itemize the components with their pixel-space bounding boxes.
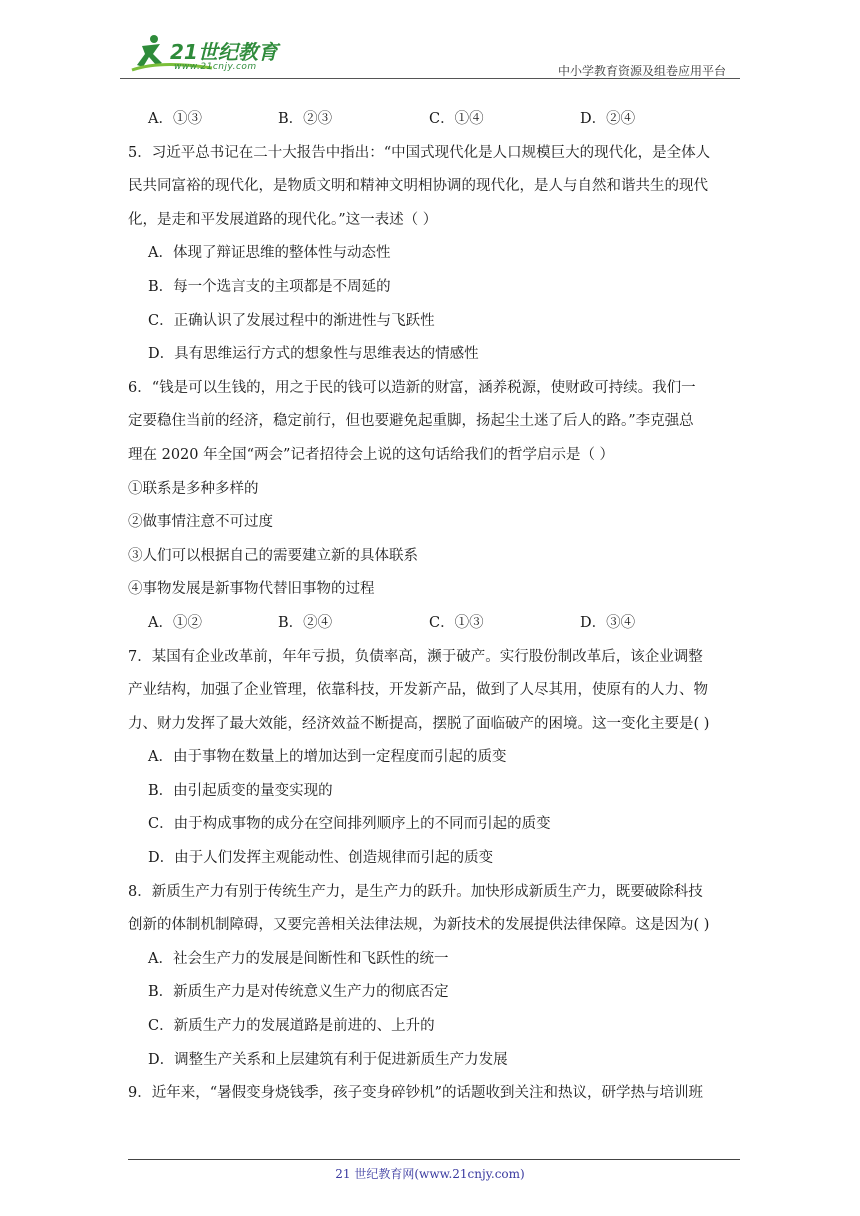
- header-divider: [120, 78, 740, 79]
- option-d: D．③④: [580, 614, 636, 631]
- q5-stem-line: 5．习近平总书记在二十大报告中指出：“中国式现代化是人口规模巨大的现代化，是全体人: [128, 144, 711, 161]
- q5-stem-line: 化，是走和平发展道路的现代化。”这一表述（ ）: [128, 211, 438, 228]
- q9-stem-line: 9．近年来，“暑假变身烧钱季，孩子变身碎钞机”的话题收到关注和热议，研学热与培训班: [128, 1085, 704, 1102]
- logo: [120, 30, 290, 78]
- q5-stem-line: 民共同富裕的现代化，是物质文明和精神文明相协调的现代化，是人与自然和谐共生的现代: [128, 178, 708, 195]
- q6-item-4: ④事物发展是新事物代替旧事物的过程: [128, 581, 375, 598]
- q8-option-c: C．新质生产力的发展道路是前进的、上升的: [148, 1018, 435, 1035]
- q5-option-a: A．体现了辩证思维的整体性与动态性: [148, 245, 391, 262]
- q7-option-a: A．由于事物在数量上的增加达到一定程度而引起的质变: [148, 749, 507, 766]
- option-b: B．②③: [278, 111, 333, 127]
- q8-option-b: B．新质生产力是对传统意义生产力的彻底否定: [148, 984, 449, 1001]
- q7-stem-line: 力、财力发挥了最大效能，经济效益不断提高，摆脱了面临破产的困境。这一变化主要是( ): [128, 715, 710, 732]
- q6-stem-line: 6．“钱是可以生钱的，用之于民的钱可以造新的财富，涵养税源，使财政可持续。我们一: [128, 379, 696, 396]
- q8-stem-line: 创新的体制机制障碍，又要完善相关法律法规，为新技术的发展提供法律保障。这是因为( ): [128, 917, 710, 934]
- q8-stem-line: 8．新质生产力有别于传统生产力，是生产力的跃升。加快形成新质生产力，既要破除科技: [128, 883, 703, 900]
- q7-stem-line: 7．某国有企业改革前，年年亏损，负债率高，濒于破产。实行股份制改革后，该企业调整: [128, 648, 703, 665]
- q6-item-2: ②做事情注意不可过度: [128, 514, 273, 531]
- q7-stem-line: 产业结构，加强了企业管理，依靠科技，开发新产品，做到了人尽其用，使原有的人力、物: [128, 682, 708, 699]
- q5-option-c: C．正确认识了发展过程中的渐进性与飞跃性: [148, 312, 435, 329]
- question-content: [128, 108, 740, 1116]
- q8-option-a: A．社会生产力的发展是间断性和飞跃性的统一: [148, 950, 449, 967]
- site-name: 中小学教育资源及组卷应用平台: [557, 64, 726, 78]
- option-a: A．①②: [148, 614, 202, 631]
- option-c: C．①④: [429, 111, 484, 127]
- q6-options: [128, 612, 740, 634]
- q4-options: [128, 108, 740, 130]
- option-d: D．②④: [580, 111, 636, 127]
- q7-option-c: C．由于构成事物的成分在空间排列顺序上的不同而引起的质变: [148, 816, 551, 833]
- q8-option-d: D．调整生产关系和上层建筑有利于促进新质生产力发展: [148, 1051, 508, 1068]
- option-c: C．①③: [429, 614, 484, 631]
- q6-stem-line: 定要稳住当前的经济，稳定前行，但也要避免起重脚，扬起尘土迷了后人的路。”李克强总: [128, 413, 694, 430]
- q5-option-b: B．每一个选言支的主项都是不周延的: [148, 278, 391, 295]
- q7-option-d: D．由于人们发挥主观能动性、创造规律而引起的质变: [148, 850, 494, 867]
- q6-item-3: ③人们可以根据自己的需要建立新的具体联系: [128, 547, 418, 564]
- option-a: A．①③: [148, 111, 202, 127]
- footer-divider: [128, 1159, 740, 1160]
- page-header: [120, 30, 740, 82]
- page-footer: 21 世纪教育网(www.21cnjy.com): [335, 1167, 525, 1181]
- q7-option-b: B．由引起质变的量变实现的: [148, 782, 333, 799]
- logo-url: www.21cnjy.com: [174, 62, 257, 72]
- q6-item-1: ①联系是多种多样的: [128, 480, 259, 497]
- q6-stem-line: 理在 2020 年全国“两会”记者招待会上说的这句话给我们的哲学启示是（ ）: [128, 446, 615, 463]
- option-b: B．②④: [278, 614, 333, 631]
- q5-option-d: D．具有思维运行方式的想象性与思维表达的情感性: [148, 346, 479, 363]
- logo-wordmark: 21世纪教育: [170, 40, 278, 64]
